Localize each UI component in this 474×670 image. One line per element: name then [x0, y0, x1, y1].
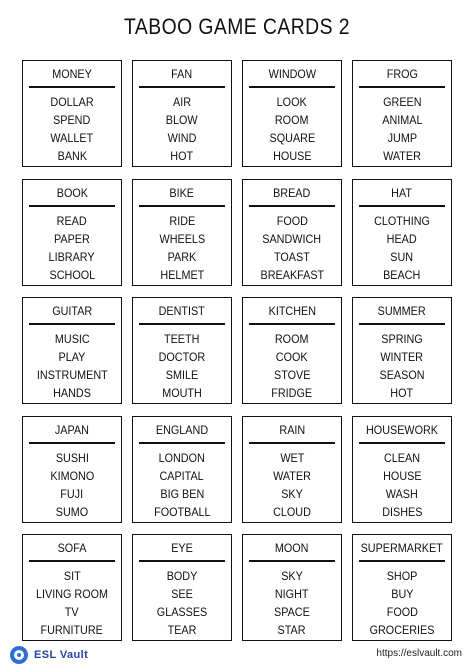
taboo-word: WET — [279, 450, 304, 465]
taboo-word: STOVE — [273, 368, 311, 382]
taboo-word: GREEN — [382, 95, 422, 109]
card-divider — [359, 323, 445, 325]
taboo-word: STAR — [277, 623, 307, 637]
taboo-word: COOK — [276, 350, 308, 364]
card-grid — [22, 60, 453, 641]
taboo-word: FURNITURE — [40, 623, 104, 637]
taboo-card — [22, 179, 122, 286]
card-divider — [359, 205, 445, 207]
card-divider — [29, 205, 115, 207]
taboo-word: SQUARE — [269, 131, 315, 145]
taboo-word: HANDS — [53, 386, 91, 400]
taboo-word: SANDWICH — [262, 231, 322, 246]
card-topic: ENGLAND — [155, 422, 209, 437]
card-topic: MONEY — [52, 67, 92, 81]
card-topic: HAT — [391, 185, 413, 200]
taboo-word: HOUSE — [272, 149, 312, 163]
taboo-word: KIMONO — [50, 468, 94, 483]
taboo-word: WIND — [167, 131, 197, 145]
card-topic: MOON — [275, 541, 309, 555]
taboo-word: LONDON — [158, 450, 206, 465]
taboo-word: FOOTBALL — [153, 504, 211, 519]
taboo-word: DISHES — [381, 504, 423, 519]
taboo-card — [132, 60, 232, 167]
taboo-card — [242, 534, 342, 641]
taboo-card — [22, 297, 122, 404]
taboo-word: SUN — [390, 249, 414, 264]
card-topic: FAN — [171, 67, 193, 81]
taboo-word: BLOW — [166, 113, 198, 127]
taboo-word: DOCTOR — [158, 350, 206, 364]
card-topic: FROG — [386, 67, 418, 81]
taboo-word: HELMET — [160, 267, 204, 282]
taboo-word: DOLLAR — [50, 95, 94, 109]
taboo-word: HOUSE — [382, 468, 422, 483]
taboo-word: SUMO — [55, 504, 89, 519]
taboo-card — [352, 60, 452, 167]
card-topic: EYE — [171, 541, 193, 555]
taboo-word: NIGHT — [275, 587, 309, 601]
taboo-card — [22, 416, 122, 523]
taboo-word: LIVING ROOM — [35, 587, 108, 601]
card-divider — [29, 442, 115, 444]
card-topic: SUMMER — [377, 304, 427, 318]
taboo-word: BREAKFAST — [260, 267, 324, 282]
card-topic: BIKE — [169, 185, 195, 200]
taboo-word: HEAD — [386, 231, 418, 246]
page-title: TABOO GAME CARDS 2 — [124, 14, 350, 39]
taboo-word: WINTER — [380, 350, 424, 364]
taboo-word: SHOP — [386, 569, 418, 583]
card-topic: WINDOW — [268, 67, 316, 81]
card-topic: GUITAR — [51, 304, 92, 318]
taboo-word: FOOD — [386, 605, 418, 619]
taboo-word: TOAST — [274, 249, 310, 264]
card-topic: SOFA — [57, 541, 87, 555]
card-topic: RAIN — [279, 422, 305, 437]
taboo-word: READ — [56, 213, 88, 228]
taboo-word: HOT — [170, 149, 194, 163]
card-topic: DENTIST — [158, 304, 206, 318]
taboo-word: BODY — [166, 569, 198, 583]
taboo-word: WALLET — [50, 131, 94, 145]
taboo-card — [132, 416, 232, 523]
taboo-word: WATER — [273, 468, 311, 483]
card-divider — [29, 323, 115, 325]
taboo-word: GLASSES — [156, 605, 208, 619]
taboo-card — [132, 179, 232, 286]
taboo-word: SIT — [63, 569, 81, 583]
taboo-word: ROOM — [275, 332, 309, 346]
taboo-word: GROCERIES — [369, 623, 435, 637]
card-divider — [29, 560, 115, 562]
card-divider — [29, 86, 115, 88]
taboo-word: INSTRUMENT — [36, 368, 108, 382]
taboo-word: BUY — [390, 587, 414, 601]
taboo-word: WATER — [383, 149, 421, 163]
taboo-word: FUJI — [60, 486, 84, 501]
card-divider — [359, 442, 445, 444]
taboo-word: WASH — [385, 486, 419, 501]
taboo-card — [242, 179, 342, 286]
card-divider — [359, 560, 445, 562]
taboo-word: LIBRARY — [48, 249, 96, 264]
logo-text: ESL Vault — [34, 649, 89, 661]
card-divider — [139, 86, 225, 88]
taboo-card — [22, 534, 122, 641]
taboo-word: TEETH — [164, 332, 200, 346]
eye-logo-icon — [10, 646, 28, 664]
taboo-card — [132, 534, 232, 641]
taboo-word: SPACE — [274, 605, 310, 619]
taboo-word: BIG BEN — [160, 486, 204, 501]
taboo-word: PLAY — [58, 350, 86, 364]
taboo-card — [242, 60, 342, 167]
taboo-word: TV — [65, 605, 79, 619]
taboo-word: BEACH — [383, 267, 421, 282]
taboo-card — [352, 297, 452, 404]
taboo-word: SEE — [171, 587, 193, 601]
card-divider — [139, 442, 225, 444]
card-topic: SUPERMARKET — [360, 541, 444, 555]
taboo-word: ROOM — [275, 113, 309, 127]
taboo-card — [352, 534, 452, 641]
card-topic: HOUSEWORK — [365, 422, 438, 437]
taboo-word: SMILE — [165, 368, 199, 382]
taboo-word: SPEND — [53, 113, 91, 127]
card-topic: KITCHEN — [268, 304, 316, 318]
footer-url: https://eslvault.com — [376, 648, 462, 659]
card-divider — [249, 205, 335, 207]
card-divider — [359, 86, 445, 88]
taboo-card — [242, 297, 342, 404]
taboo-word: PARK — [167, 249, 197, 264]
taboo-word: SEASON — [379, 368, 425, 382]
taboo-word: PAPER — [54, 231, 90, 246]
taboo-word: SKY — [281, 569, 303, 583]
taboo-word: FOOD — [276, 213, 308, 228]
esl-vault-logo — [10, 645, 88, 665]
taboo-card — [132, 297, 232, 404]
taboo-word: SKY — [281, 486, 303, 501]
card-divider — [139, 323, 225, 325]
taboo-word: TEAR — [167, 623, 197, 637]
taboo-word: LOOK — [276, 95, 308, 109]
taboo-word: MOUTH — [162, 386, 202, 400]
card-divider — [249, 560, 335, 562]
card-divider — [249, 86, 335, 88]
taboo-word: SPRING — [381, 332, 423, 346]
taboo-word: WHEELS — [159, 231, 205, 246]
taboo-card — [242, 416, 342, 523]
taboo-word: MUSIC — [54, 332, 90, 346]
card-topic: BREAD — [273, 185, 311, 200]
taboo-word: CLOTHING — [374, 213, 430, 228]
card-topic: JAPAN — [54, 422, 90, 437]
taboo-word: ANIMAL — [381, 113, 423, 127]
taboo-word: AIR — [172, 95, 191, 109]
taboo-word: HOT — [390, 386, 414, 400]
taboo-word: CAPITAL — [159, 468, 205, 483]
taboo-word: SCHOOL — [49, 267, 95, 282]
taboo-word: CLOUD — [273, 504, 311, 519]
taboo-card — [352, 416, 452, 523]
card-divider — [249, 442, 335, 444]
taboo-word: CLEAN — [383, 450, 420, 465]
card-divider — [139, 205, 225, 207]
card-topic: BOOK — [56, 185, 88, 200]
taboo-card — [22, 60, 122, 167]
card-divider — [249, 323, 335, 325]
taboo-word: BANK — [57, 149, 87, 163]
card-divider — [139, 560, 225, 562]
taboo-card — [352, 179, 452, 286]
taboo-word: RIDE — [169, 213, 195, 228]
taboo-word: FRIDGE — [271, 386, 313, 400]
taboo-word: JUMP — [387, 131, 417, 145]
taboo-word: SUSHI — [55, 450, 89, 465]
